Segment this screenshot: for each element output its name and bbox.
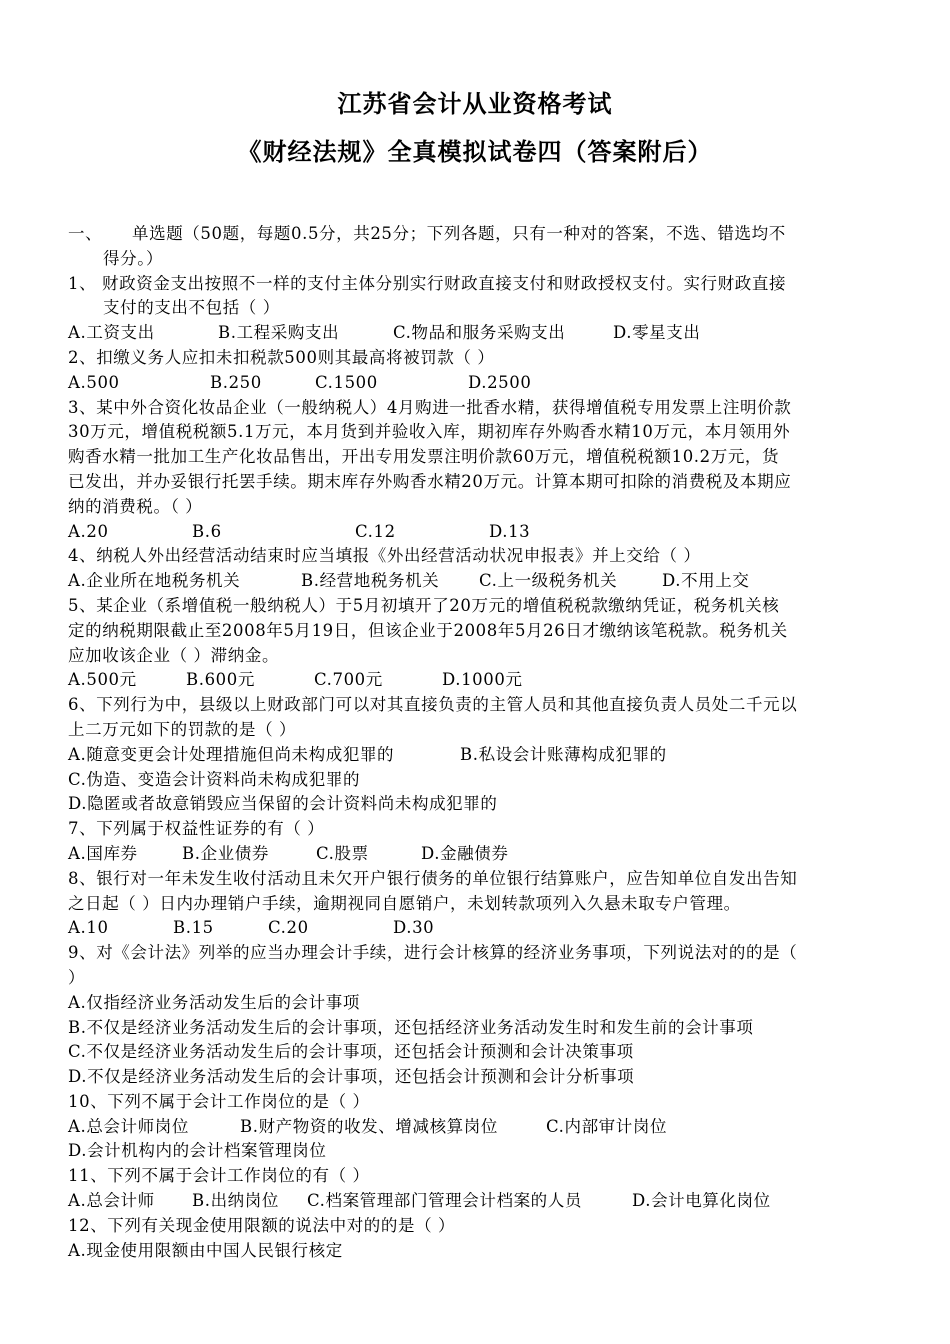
- section-heading: [68, 222, 888, 247]
- option-c: C.股票: [316, 843, 369, 863]
- option-b: B.企业债券: [182, 843, 269, 863]
- question-5: 5、某企业（系增值税一般纳税人）于5月初填开了20万元的增值税税款缴纳凭证，税务机关核: [68, 595, 780, 615]
- question-4: 4、纳税人外出经营活动结束时应当填报《外出经营活动状况申报表》并上交给（ ）: [68, 546, 701, 566]
- question-2: 2、扣缴义务人应扣未扣税款500则其最高将被罚款（ ）: [68, 347, 495, 367]
- question-8-cont: 之日起（ ）日内办理销户手续，逾期视同自愿销户，未划转款项列入久悬未取专户管理。: [68, 893, 741, 913]
- option-d: D.隐匿或者故意销毁应当保留的会计资料尚未构成犯罪的: [68, 794, 498, 814]
- option-d: D.30: [393, 918, 435, 938]
- option-d: D.会计电算化岗位: [632, 1191, 771, 1211]
- option-a: A.总会计师岗位: [68, 1116, 189, 1136]
- option-a: A.10: [68, 918, 109, 938]
- question-8-options: [68, 916, 888, 941]
- document-title: 江苏省会计从业资格考试: [337, 89, 613, 118]
- question-3-cont: 纳的消费税。（ ）: [68, 496, 203, 516]
- option-b: B.6: [192, 521, 222, 541]
- option-a: A.总会计师: [68, 1191, 155, 1211]
- option-a: A.500: [68, 372, 120, 392]
- option-b: B.15: [173, 918, 214, 938]
- document-subtitle: 《财经法规》全真模拟试卷四（答案附后）: [237, 137, 713, 166]
- option-d: D.不用上交: [662, 571, 750, 591]
- option-b: B.工程采购支出: [218, 323, 340, 343]
- option-a: A.企业所在地税务机关: [68, 571, 241, 591]
- question-11-options: [68, 1189, 888, 1214]
- question-1-options: [68, 321, 888, 346]
- question-5-cont: 定的纳税期限截止至2008年5月19日，但该企业于2008年5月26日才缴纳该笔税款。税务机关: [68, 620, 788, 640]
- option-b: B.私设会计账薄构成犯罪的: [460, 744, 667, 764]
- option-a: A.500元: [68, 670, 137, 690]
- question-3-cont: 购香水精一批加工生产化妆品售出，开出专用发票注明价款60万元，增值税税额10.2万元，货: [68, 447, 780, 467]
- question-5-cont: 应加收该企业（ ）滞纳金。: [68, 645, 280, 665]
- option-a: A.仅指经济业务活动发生后的会计事项: [68, 992, 360, 1012]
- question-2-options: [68, 371, 888, 396]
- question-1-cont: 支付的支出不包括（ ）: [103, 298, 280, 318]
- option-a: A.20: [68, 521, 109, 541]
- option-d: D.13: [489, 521, 531, 541]
- question-10: 10、下列不属于会计工作岗位的是（ ）: [68, 1091, 370, 1111]
- option-b: B.经营地税务机关: [301, 571, 440, 591]
- question-6-options: [68, 743, 888, 768]
- question-6-cont: 上二万元如下的罚款的是（ ）: [68, 719, 297, 739]
- question-8: 8、银行对一年未发生收付活动且未欠开户银行债务的单位银行结算账户，应告知单位自发出告知: [68, 868, 798, 888]
- question-1: 1、 财政资金支出按照不一样的支付主体分别实行财政直接支付和财政授权支付。实行财政直接: [68, 273, 787, 293]
- option-b: B.不仅是经济业务活动发生后的会计事项，还包括经济业务活动发生时和发生前的会计事项: [68, 1017, 754, 1037]
- option-b: B.250: [210, 372, 262, 392]
- option-b: B.出纳岗位: [192, 1191, 279, 1211]
- question-6: 6、下列行为中，县级以上财政部门可以对其直接负责的主管人员和其他直接负责人员处二千元以: [68, 695, 798, 715]
- option-c: C.不仅是经济业务活动发生后的会计事项，还包括会计预测和会计决策事项: [68, 1042, 634, 1062]
- question-3-cont: 30万元，增值税税额5.1万元，本月货到并验收入库，期初库存外购香水精10万元，本月领用外: [68, 422, 791, 442]
- option-a: A.工资支出: [68, 323, 155, 343]
- option-d: D.1000元: [442, 670, 523, 690]
- section-number: 一、: [68, 224, 103, 243]
- option-d: D.2500: [468, 372, 532, 392]
- option-a: A.国库券: [68, 843, 138, 863]
- question-5-options: [68, 668, 888, 693]
- option-c: C.上一级税务机关: [479, 571, 618, 591]
- question-3: 3、某中外合资化妆品企业（一般纳税人）4月购进一批香水精，获得增值税专用发票上注明价款: [68, 397, 792, 417]
- option-d: D.会计机构内的会计档案管理岗位: [68, 1141, 327, 1161]
- question-12: 12、下列有关现金使用限额的说法中对的的是（ ）: [68, 1215, 456, 1235]
- option-c: C.1500: [315, 372, 378, 392]
- question-9-cont: ）: [68, 967, 86, 987]
- exam-content: [68, 222, 888, 1263]
- option-c: C.内部审计岗位: [546, 1116, 668, 1136]
- section-text-cont: 得分。）: [103, 248, 164, 268]
- option-d: D.金融债券: [421, 843, 509, 863]
- question-3-options: [68, 520, 888, 545]
- option-a: A.随意变更会计处理措施但尚未构成犯罪的: [68, 744, 395, 764]
- question-11: 11、下列不属于会计工作岗位的有（ ）: [68, 1166, 370, 1186]
- option-c: C.700元: [314, 670, 383, 690]
- option-b: B.600元: [186, 670, 255, 690]
- option-a: A.现金使用限额由中国人民银行核定: [68, 1240, 343, 1260]
- question-7-options: [68, 842, 888, 867]
- option-d: D.零星支出: [613, 323, 701, 343]
- option-c: C.档案管理部门管理会计档案的人员: [307, 1191, 582, 1211]
- option-c: C.伪造、变造会计资料尚未构成犯罪的: [68, 769, 361, 789]
- option-c: C.12: [355, 521, 396, 541]
- question-4-options: [68, 569, 888, 594]
- question-9: 9、对《会计法》列举的应当办理会计手续，进行会计核算的经济业务事项，下列说法对的的是（: [68, 943, 798, 963]
- question-10-options: [68, 1115, 888, 1140]
- option-b: B.财产物资的收发、增减核算岗位: [240, 1116, 498, 1136]
- option-d: D.不仅是经济业务活动发生后的会计事项，还包括会计预测和会计分析事项: [68, 1067, 635, 1087]
- section-text: 单选题（50题，每题0.5分，共25分；下列各题，只有一种对的答案，不选、错选均不: [132, 224, 786, 243]
- question-7: 7、下列属于权益性证券的有（ ）: [68, 819, 325, 839]
- option-c: C.物品和服务采购支出: [393, 323, 566, 343]
- question-3-cont: 已发出，并办妥银行托罢手续。期末库存外购香水精20万元。计算本期可扣除的消费税及本期应: [68, 471, 792, 491]
- option-c: C.20: [268, 918, 309, 938]
